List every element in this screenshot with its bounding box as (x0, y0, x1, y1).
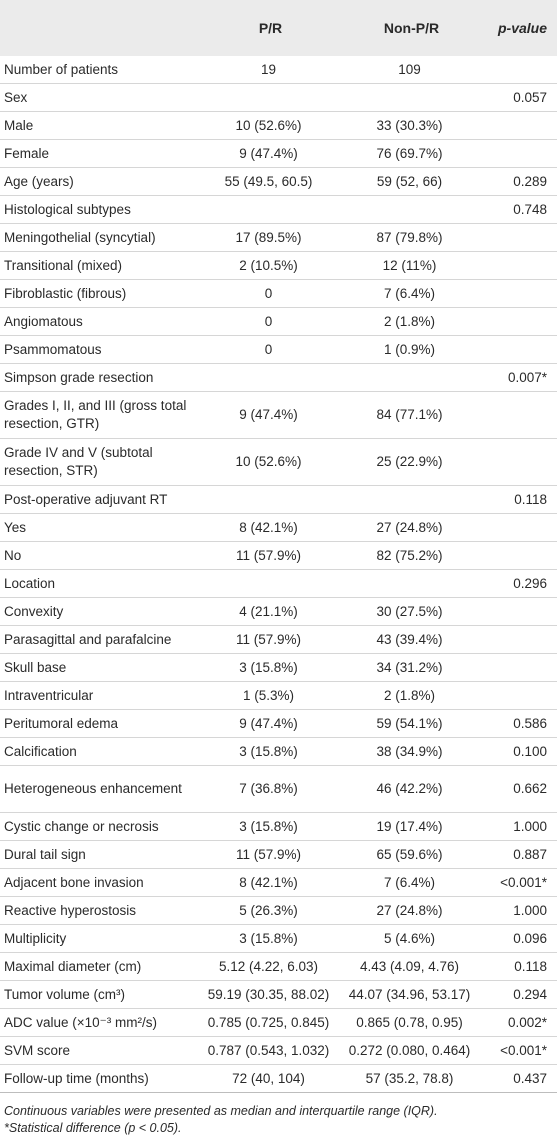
row-p-value: 0.294 (513, 986, 547, 1002)
row-non-pr-value: 25 (22.9%) (376, 454, 443, 469)
table-body (0, 56, 557, 1093)
row-pr-value: 5.12 (4.22, 6.03) (218, 958, 319, 974)
row-non-pr-value: 109 (398, 61, 421, 77)
table-row (0, 710, 557, 738)
row-label: Intraventricular (4, 687, 94, 703)
row-non-pr-value: 0.865 (0.78, 0.95) (356, 1014, 463, 1030)
row-p-value (482, 598, 557, 626)
row-non-pr-value (341, 364, 482, 392)
table-row (0, 682, 557, 710)
row-pr-value: 59.19 (30.35, 88.02) (207, 986, 330, 1002)
row-label: Adjacent bone invasion (4, 874, 144, 890)
row-p-value (482, 542, 557, 570)
table-row (0, 486, 557, 514)
table-row (0, 981, 557, 1009)
row-label: Sex (4, 89, 28, 105)
row-pr-value: 19 (260, 61, 277, 77)
row-pr-value: 3 (15.8%) (239, 930, 298, 946)
row-non-pr-value: 30 (27.5%) (376, 603, 443, 619)
table-row (0, 542, 557, 570)
table-row (0, 56, 557, 84)
table-row (0, 766, 557, 813)
row-pr-value: 0.785 (0.725, 0.845) (207, 1014, 330, 1030)
row-label: Meningothelial (syncytial) (4, 229, 156, 245)
row-non-pr-value: 33 (30.3%) (376, 117, 443, 133)
row-label: Follow-up time (months) (4, 1070, 149, 1086)
row-non-pr-value: 19 (17.4%) (376, 818, 443, 834)
row-non-pr-value: 59 (52, 66) (376, 173, 443, 189)
row-non-pr-value: 12 (11%) (382, 257, 437, 273)
row-p-value: <0.001* (500, 1042, 547, 1058)
row-pr-value (200, 570, 341, 598)
row-label: Grades I, II, and III (gross total resection, GTR) (4, 398, 187, 431)
row-pr-value: 11 (57.9%) (235, 631, 302, 647)
row-p-value: 0.057 (513, 89, 547, 105)
row-pr-value: 0.787 (0.543, 1.032) (207, 1042, 330, 1058)
row-pr-value: 72 (40, 104) (232, 1070, 305, 1086)
row-p-value (482, 252, 557, 280)
row-p-value: 0.100 (513, 743, 547, 759)
row-p-value (482, 308, 557, 336)
row-non-pr-value: 44.07 (34.96, 53.17) (348, 986, 471, 1002)
header-variable (0, 0, 200, 56)
header-p-value: p-value (497, 20, 547, 36)
row-non-pr-value: 87 (79.8%) (376, 229, 443, 245)
row-p-value: 0.586 (513, 715, 547, 731)
row-non-pr-value (341, 84, 482, 112)
table-row (0, 869, 557, 897)
row-non-pr-value: 82 (75.2%) (376, 547, 443, 563)
row-pr-value: 3 (15.8%) (239, 743, 298, 759)
row-non-pr-value: 27 (24.8%) (376, 519, 443, 535)
row-p-value (482, 654, 557, 682)
table-row (0, 168, 557, 196)
row-pr-value (200, 486, 341, 514)
table-row (0, 841, 557, 869)
row-pr-value: 0 (264, 341, 273, 357)
row-label: No (4, 547, 22, 563)
table-row (0, 336, 557, 364)
row-label: ADC value (×10⁻³ mm²/s) (4, 1014, 158, 1030)
row-label: Grade IV and V (subtotal resection, STR) (4, 445, 153, 478)
table-row (0, 364, 557, 392)
row-label: Multiplicity (4, 930, 67, 946)
row-non-pr-value: 38 (34.9%) (376, 743, 443, 759)
row-p-value: 0.289 (513, 173, 547, 189)
row-label: Transitional (mixed) (4, 257, 123, 273)
row-label: Angiomatous (4, 313, 83, 329)
row-label: Convexity (4, 603, 64, 619)
row-non-pr-value: 43 (39.4%) (376, 631, 443, 647)
row-p-value (482, 439, 557, 486)
row-pr-value (200, 364, 341, 392)
table-row (0, 1009, 557, 1037)
row-p-value (482, 336, 557, 364)
row-non-pr-value: 2 (1.8%) (383, 687, 436, 703)
row-non-pr-value: 76 (69.7%) (376, 145, 443, 161)
row-p-value: 0.437 (513, 1070, 547, 1086)
row-label: Male (4, 117, 34, 133)
row-label: Cystic change or necrosis (4, 818, 159, 834)
row-non-pr-value: 1 (0.9%) (383, 341, 436, 357)
row-label: Peritumoral edema (4, 715, 119, 731)
row-p-value: 0.118 (514, 958, 547, 974)
row-label: Maximal diameter (cm) (4, 958, 142, 974)
row-pr-value: 10 (52.6%) (235, 454, 302, 469)
table-row (0, 738, 557, 766)
row-non-pr-value (341, 486, 482, 514)
row-label: Number of patients (4, 61, 119, 77)
row-non-pr-value: 7 (6.4%) (383, 874, 436, 890)
row-label: Dural tail sign (4, 846, 86, 862)
table-row (0, 598, 557, 626)
row-pr-value: 11 (57.9%) (235, 846, 302, 862)
row-pr-value (200, 196, 341, 224)
row-non-pr-value: 34 (31.2%) (376, 659, 443, 675)
row-p-value: 0.002* (507, 1014, 547, 1030)
table-row (0, 196, 557, 224)
row-label: Heterogeneous enhancement (4, 781, 182, 796)
row-p-value: 0.748 (513, 201, 547, 217)
table-row (0, 626, 557, 654)
row-pr-value: 7 (36.8%) (239, 781, 298, 796)
row-non-pr-value (341, 570, 482, 598)
row-pr-value: 10 (52.6%) (235, 117, 302, 133)
row-pr-value: 9 (47.4%) (239, 407, 298, 422)
table-row (0, 813, 557, 841)
table-row (0, 252, 557, 280)
table-row (0, 514, 557, 542)
row-pr-value: 2 (10.5%) (239, 257, 298, 273)
row-p-value: 0.096 (513, 930, 547, 946)
table-row (0, 224, 557, 252)
table-row (0, 439, 557, 486)
row-p-value (482, 280, 557, 308)
row-pr-value: 9 (47.4%) (239, 715, 298, 731)
table-row (0, 140, 557, 168)
row-p-value (482, 224, 557, 252)
row-non-pr-value: 27 (24.8%) (376, 902, 443, 918)
row-non-pr-value: 2 (1.8%) (383, 313, 436, 329)
table-row (0, 280, 557, 308)
row-non-pr-value: 7 (6.4%) (383, 285, 436, 301)
row-p-value (482, 56, 557, 84)
row-pr-value: 8 (42.1%) (239, 874, 298, 890)
row-pr-value: 9 (47.4%) (239, 145, 298, 161)
row-label: Post-operative adjuvant RT (4, 491, 168, 507)
row-pr-value: 11 (57.9%) (235, 547, 302, 563)
row-label: Fibroblastic (fibrous) (4, 285, 127, 301)
row-label: Skull base (4, 659, 67, 675)
row-non-pr-value: 65 (59.6%) (376, 846, 443, 862)
row-label: Parasagittal and parafalcine (4, 631, 172, 647)
row-label: Simpson grade resection (4, 369, 154, 385)
row-label: Reactive hyperostosis (4, 902, 137, 918)
row-pr-value (200, 84, 341, 112)
row-pr-value: 17 (89.5%) (235, 229, 302, 245)
table-row (0, 1065, 557, 1093)
header-row (0, 0, 557, 56)
row-non-pr-value: 46 (42.2%) (376, 781, 443, 796)
row-non-pr-value (341, 196, 482, 224)
row-label: Location (4, 575, 56, 591)
row-label: Female (4, 145, 50, 161)
row-p-value: 0.007* (507, 369, 547, 385)
footnote-continuous: Continuous variables were presented as median and interquartile range (IQR). (4, 1104, 438, 1118)
row-pr-value: 4 (21.1%) (239, 603, 298, 619)
header-pr: P/R (258, 20, 283, 36)
row-p-value (482, 140, 557, 168)
table-row (0, 392, 557, 439)
row-p-value (482, 514, 557, 542)
table-row (0, 308, 557, 336)
row-pr-value: 1 (5.3%) (242, 687, 295, 703)
row-p-value (482, 392, 557, 439)
row-p-value: 1.000 (513, 818, 547, 834)
header-non-pr: Non-P/R (383, 20, 440, 36)
row-pr-value: 0 (264, 285, 273, 301)
row-non-pr-value: 57 (35.2, 78.8) (365, 1070, 454, 1086)
row-p-value: 0.118 (514, 491, 547, 507)
row-label: Yes (4, 519, 27, 535)
table-footnotes (0, 1103, 557, 1137)
row-non-pr-value: 84 (77.1%) (376, 407, 443, 422)
table-row (0, 654, 557, 682)
row-pr-value: 3 (15.8%) (239, 659, 298, 675)
row-p-value (482, 112, 557, 140)
row-pr-value: 8 (42.1%) (239, 519, 298, 535)
row-p-value: <0.001* (500, 874, 547, 890)
row-label: Psammomatous (4, 341, 102, 357)
table-row (0, 84, 557, 112)
row-p-value (482, 626, 557, 654)
row-pr-value: 55 (49.5, 60.5) (224, 173, 313, 189)
table-row (0, 570, 557, 598)
row-pr-value: 0 (264, 313, 273, 329)
row-pr-value: 5 (26.3%) (239, 902, 298, 918)
table-row (0, 112, 557, 140)
row-non-pr-value: 4.43 (4.09, 4.76) (359, 958, 460, 974)
row-label: SVM score (4, 1042, 71, 1058)
row-non-pr-value: 0.272 (0.080, 0.464) (348, 1042, 471, 1058)
row-non-pr-value: 5 (4.6%) (383, 930, 436, 946)
row-label: Age (years) (4, 173, 74, 189)
table-row (0, 953, 557, 981)
row-p-value: 0.296 (513, 575, 547, 591)
row-p-value: 0.662 (513, 781, 547, 796)
row-non-pr-value: 59 (54.1%) (376, 715, 443, 731)
row-p-value: 1.000 (513, 902, 547, 918)
row-p-value: 0.887 (513, 846, 547, 862)
row-label: Tumor volume (cm³) (4, 986, 126, 1002)
row-label: Calcification (4, 743, 77, 759)
table-header (0, 0, 557, 56)
table-row (0, 925, 557, 953)
row-label: Histological subtypes (4, 201, 131, 217)
row-pr-value: 3 (15.8%) (239, 818, 298, 834)
table-row (0, 1037, 557, 1065)
footnote-significance: *Statistical difference (p < 0.05). (4, 1121, 182, 1135)
row-p-value (482, 682, 557, 710)
table-row (0, 897, 557, 925)
